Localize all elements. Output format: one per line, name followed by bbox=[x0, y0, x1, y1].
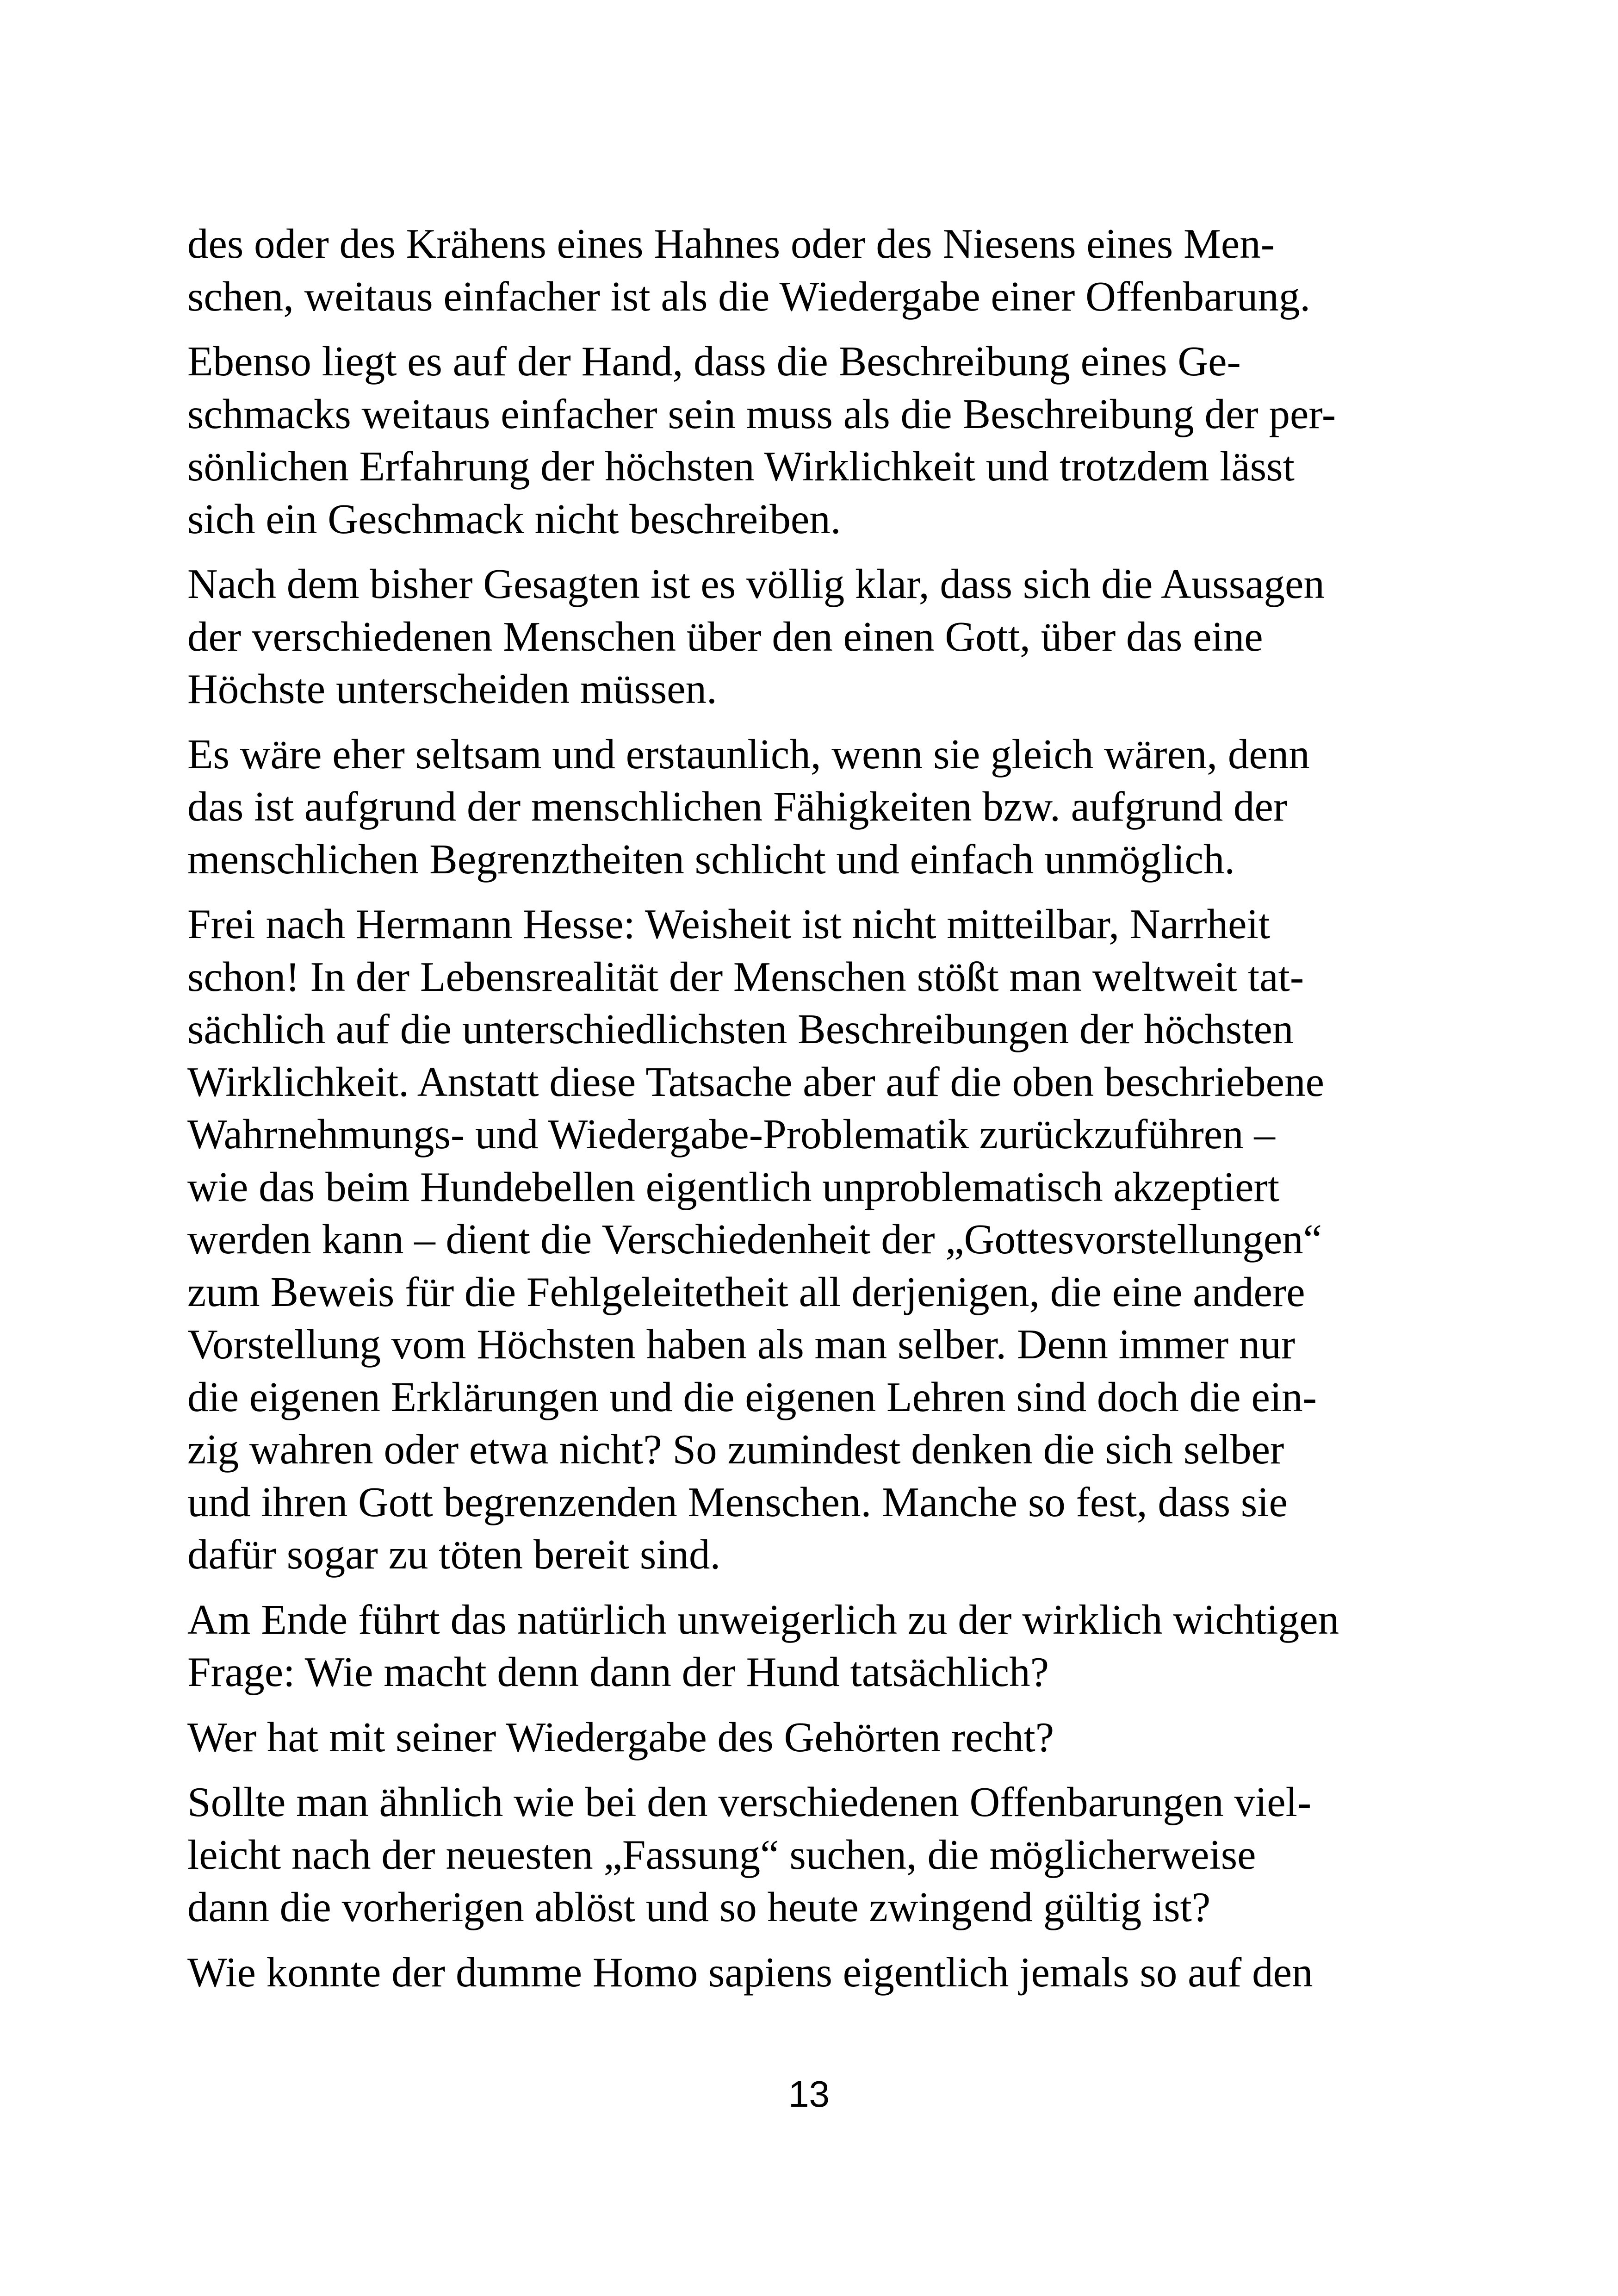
text-line: Höchste unterscheiden müssen. bbox=[187, 666, 717, 712]
body-text bbox=[187, 218, 1446, 2011]
text-line: Frei nach Hermann Hesse: Weisheit ist nicht mitteilbar, Narrheit bbox=[187, 901, 1271, 947]
text-line: leicht nach der neuesten „Fassung“ suchen, die möglicherweise bbox=[187, 1831, 1256, 1878]
paragraph bbox=[187, 728, 1446, 886]
text-line: dann die vorherigen ablöst und so heute zwingend gültig ist? bbox=[187, 1884, 1211, 1930]
text-line: Ebenso liegt es auf der Hand, dass die Beschreibung eines Ge- bbox=[187, 338, 1241, 385]
paragraph bbox=[187, 218, 1446, 323]
text-line: der verschiedenen Menschen über den einen Gott, über das eine bbox=[187, 613, 1263, 660]
text-line: wie das beim Hundebellen eigentlich unproblematisch akzeptiert bbox=[187, 1163, 1280, 1210]
text-line: Sollte man ähnlich wie bei den verschiedenen Offenbarungen viel- bbox=[187, 1779, 1312, 1825]
text-line: zig wahren oder etwa nicht? So zumindest denken die sich selber bbox=[187, 1426, 1284, 1473]
paragraph bbox=[187, 1946, 1446, 1999]
text-line: dafür sogar zu töten bereit sind. bbox=[187, 1531, 721, 1578]
text-line: Wirklichkeit. Anstatt diese Tatsache aber auf die oben beschriebene bbox=[187, 1058, 1324, 1105]
text-line: schen, weitaus einfacher ist als die Wiedergabe einer Offenbarung. bbox=[187, 273, 1311, 320]
text-line: Wer hat mit seiner Wiedergabe des Gehörten recht? bbox=[187, 1713, 1054, 1761]
paragraph bbox=[187, 1711, 1446, 1764]
paragraph bbox=[187, 335, 1446, 545]
text-line: menschlichen Begrenztheiten schlicht und einfach unmöglich. bbox=[187, 835, 1235, 883]
text-line: und ihren Gott begrenzenden Menschen. Manche so fest, dass sie bbox=[187, 1478, 1288, 1525]
text-line: Vorstellung vom Höchsten haben als man selber. Denn immer nur bbox=[187, 1321, 1296, 1368]
text-line: sich ein Geschmack nicht beschreiben. bbox=[187, 495, 841, 542]
text-line: sönlichen Erfahrung der höchsten Wirklichkeit und trotzdem lässt bbox=[187, 443, 1295, 490]
text-line: Wie konnte der dumme Homo sapiens eigentlich jemals so auf den bbox=[187, 1948, 1313, 1996]
paragraph bbox=[187, 558, 1446, 716]
text-line: schmacks weitaus einfacher sein muss als die Beschreibung der per- bbox=[187, 390, 1336, 437]
text-line: Nach dem bisher Gesagten ist es völlig klar, dass sich die Aussagen bbox=[187, 560, 1325, 607]
paragraph bbox=[187, 1593, 1446, 1699]
text-line: des oder des Krähens eines Hahnes oder des Niesens eines Men- bbox=[187, 220, 1275, 267]
text-line: sächlich auf die unterschiedlichsten Beschreibungen der höchsten bbox=[187, 1006, 1294, 1052]
text-line: werden kann – dient die Verschiedenheit der „Gottesvorstellungen“ bbox=[187, 1216, 1322, 1263]
text-line: Wahrnehmungs- und Wiedergabe-Problematik zurückzuführen – bbox=[187, 1111, 1275, 1157]
text-line: das ist aufgrund der menschlichen Fähigkeiten bzw. aufgrund der bbox=[187, 783, 1288, 830]
text-line: zum Beweis für die Fehlgeleitetheit all derjenigen, die eine andere bbox=[187, 1268, 1305, 1315]
text-line: die eigenen Erklärungen und die eigenen Lehren sind doch die ein- bbox=[187, 1373, 1317, 1420]
paragraph bbox=[187, 1776, 1446, 1934]
page-number: 13 bbox=[788, 2073, 830, 2115]
paragraph bbox=[187, 898, 1446, 1581]
text-line: Frage: Wie macht denn dann der Hund tatsächlich? bbox=[187, 1649, 1049, 1695]
text-line: Am Ende führt das natürlich unweigerlich zu der wirklich wichtigen bbox=[187, 1596, 1339, 1643]
text-line: Es wäre eher seltsam und erstaunlich, wenn sie gleich wären, denn bbox=[187, 730, 1310, 778]
text-line: schon! In der Lebensrealität der Menschen stößt man weltweit tat- bbox=[187, 953, 1304, 1000]
